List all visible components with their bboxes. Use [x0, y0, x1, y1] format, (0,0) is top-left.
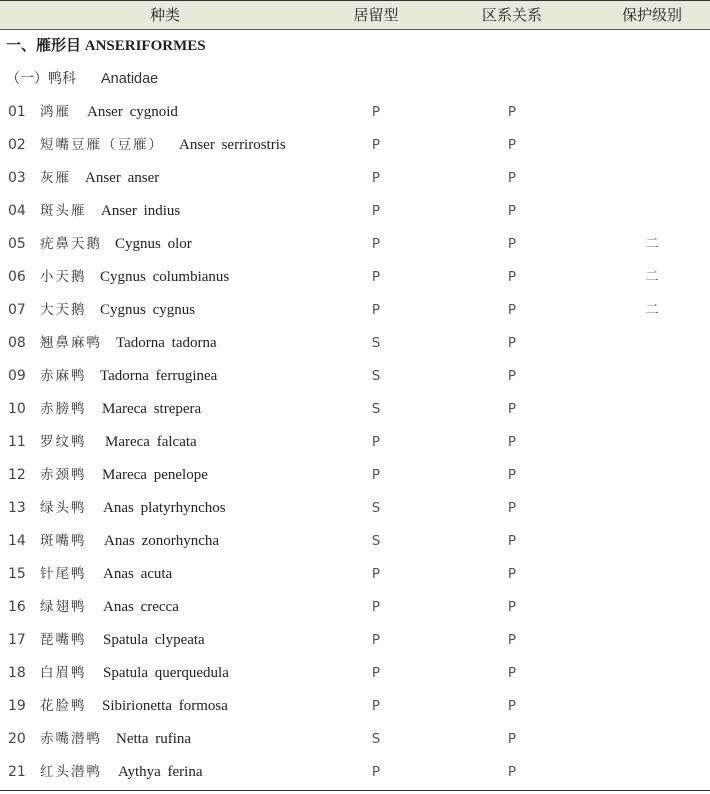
zoogeography-code: P — [507, 764, 517, 780]
table-row — [0, 162, 710, 195]
table-row — [0, 690, 710, 723]
protection-level: 二 — [645, 236, 659, 252]
zoogeography-code: P — [507, 533, 517, 549]
row-number: 01 — [8, 104, 26, 120]
protection-level — [642, 459, 662, 492]
table-row — [0, 624, 710, 657]
zoogeography-code: P — [507, 500, 517, 516]
residency-code: P — [371, 764, 381, 780]
species-chinese-name: 罗纹鸭 — [40, 434, 87, 450]
species-latin-name: Anas acuta — [103, 566, 173, 582]
row-number: 06 — [8, 269, 26, 285]
row-number: 21 — [8, 764, 26, 780]
row-number: 13 — [8, 500, 26, 516]
zoogeography-code: P — [507, 599, 517, 615]
protection-level — [642, 96, 662, 129]
species-chinese-name: 斑嘴鸭 — [40, 533, 87, 549]
species-latin-name: Netta rufina — [116, 731, 192, 747]
species-chinese-name: 白眉鸭 — [40, 665, 87, 681]
species-chinese-name: 翘鼻麻鸭 — [40, 335, 102, 351]
zoogeography-code: P — [507, 632, 517, 648]
species-chinese-name: 灰雁 — [40, 170, 71, 186]
residency-code: P — [371, 632, 381, 648]
species-latin-name: Anser serrirostris — [179, 137, 286, 153]
protection-level — [642, 657, 662, 690]
residency-code: S — [371, 368, 381, 384]
row-number: 10 — [8, 401, 26, 417]
species-latin-name: Cygnus columbianus — [100, 269, 230, 285]
species-chinese-name: 赤颈鸭 — [40, 467, 87, 483]
table-row — [0, 96, 710, 129]
row-number: 20 — [8, 731, 26, 747]
family-row — [0, 63, 710, 96]
species-chinese-name: 绿翅鸭 — [40, 599, 87, 615]
order-label: 一、雁形目 ANSERIFORMES — [6, 38, 206, 54]
table-row — [0, 723, 710, 756]
species-chinese-name: 花脸鸭 — [40, 698, 87, 714]
residency-code: P — [371, 599, 381, 615]
row-number: 03 — [8, 170, 26, 186]
species-chinese-name: 红头潜鸭 — [40, 764, 102, 780]
species-latin-name: Mareca falcata — [105, 434, 197, 450]
header-zoogeography: 区系关系 — [481, 6, 542, 24]
species-chinese-name: 鸿雁 — [40, 104, 71, 120]
species-chinese-name: 赤膀鸭 — [40, 401, 87, 417]
protection-level — [642, 129, 662, 162]
zoogeography-code: P — [507, 368, 517, 384]
residency-code: P — [371, 236, 381, 252]
row-number: 04 — [8, 203, 26, 219]
species-latin-name: Anas platyrhynchos — [103, 500, 226, 516]
residency-code: S — [371, 731, 381, 747]
species-latin-name: Cygnus cygnus — [100, 302, 196, 318]
row-number: 15 — [8, 566, 26, 582]
residency-code: P — [371, 203, 381, 219]
table-row — [0, 558, 710, 591]
species-latin-name: Spatula querquedula — [103, 665, 229, 681]
zoogeography-code: P — [507, 104, 517, 120]
zoogeography-code: P — [507, 467, 517, 483]
protection-level: 二 — [645, 269, 659, 285]
row-number: 16 — [8, 599, 26, 615]
species-chinese-name: 短嘴豆雁（豆雁） — [40, 137, 164, 153]
zoogeography-code: P — [507, 137, 517, 153]
residency-code: S — [371, 401, 381, 417]
table-row — [0, 492, 710, 525]
residency-code: P — [371, 170, 381, 186]
order-row — [0, 30, 710, 63]
residency-code: P — [371, 698, 381, 714]
species-chinese-name: 赤嘴潜鸭 — [40, 731, 102, 747]
row-number: 18 — [8, 665, 26, 681]
species-latin-name: Cygnus olor — [115, 236, 192, 252]
row-number: 05 — [8, 236, 26, 252]
species-chinese-name: 斑头雁 — [40, 203, 87, 219]
species-latin-name: Spatula clypeata — [103, 632, 205, 648]
protection-level — [642, 162, 662, 195]
table-row — [0, 426, 710, 459]
row-number: 07 — [8, 302, 26, 318]
table-row — [0, 525, 710, 558]
protection-level — [642, 195, 662, 228]
species-latin-name: Anas crecca — [103, 599, 179, 615]
species-chinese-name: 大天鹅 — [40, 302, 87, 318]
row-number: 12 — [8, 467, 26, 483]
row-number: 09 — [8, 368, 26, 384]
table-row — [0, 129, 710, 162]
zoogeography-code: P — [507, 269, 517, 285]
residency-code: P — [371, 434, 381, 450]
zoogeography-code: P — [507, 302, 517, 318]
row-number: 17 — [8, 632, 26, 648]
family-latin: Anatidae — [101, 71, 159, 87]
zoogeography-code: P — [507, 698, 517, 714]
protection-level — [642, 426, 662, 459]
protection-level — [642, 756, 662, 789]
zoogeography-code: P — [507, 566, 517, 582]
protection-level — [642, 558, 662, 591]
protection-level — [642, 723, 662, 756]
zoogeography-code: P — [507, 401, 517, 417]
table-row — [0, 756, 710, 789]
protection-level: 二 — [645, 302, 659, 318]
table-row — [0, 294, 710, 327]
residency-code: P — [371, 137, 381, 153]
header-protection: 保护级别 — [621, 6, 682, 24]
species-latin-name: Tadorna tadorna — [116, 335, 217, 351]
zoogeography-code: P — [507, 236, 517, 252]
residency-code: P — [371, 566, 381, 582]
protection-level — [642, 591, 662, 624]
table-row — [0, 195, 710, 228]
residency-code: S — [371, 533, 381, 549]
species-chinese-name: 赤麻鸭 — [40, 368, 87, 384]
species-latin-name: Sibirionetta formosa — [102, 698, 228, 714]
species-latin-name: Aythya ferina — [118, 764, 203, 780]
table-row — [0, 591, 710, 624]
species-latin-name: Mareca strepera — [102, 401, 202, 417]
header-species: 种类 — [149, 6, 180, 24]
zoogeography-code: P — [507, 335, 517, 351]
protection-level — [642, 492, 662, 525]
residency-code: P — [371, 467, 381, 483]
row-number: 19 — [8, 698, 26, 714]
residency-code: P — [371, 665, 381, 681]
table-row — [0, 327, 710, 360]
species-latin-name: Anser anser — [85, 170, 160, 186]
residency-code: P — [371, 269, 381, 285]
species-latin-name: Anas zonorhyncha — [104, 533, 220, 549]
row-number: 02 — [8, 137, 26, 153]
species-chinese-name: 疣鼻天鹅 — [40, 236, 102, 252]
table-row — [0, 393, 710, 426]
species-latin-name: Mareca penelope — [102, 467, 208, 483]
table-row — [0, 459, 710, 492]
row-number: 14 — [8, 533, 26, 549]
zoogeography-code: P — [507, 665, 517, 681]
family-cn: （一）鸭科 — [6, 71, 76, 87]
species-latin-name: Anser indius — [101, 203, 181, 219]
table-row — [0, 228, 710, 261]
row-number: 08 — [8, 335, 26, 351]
table-row — [0, 657, 710, 690]
residency-code: P — [371, 104, 381, 120]
residency-code: P — [371, 302, 381, 318]
protection-level — [642, 327, 662, 360]
residency-code: S — [371, 335, 381, 351]
header-residency: 居留型 — [353, 6, 399, 24]
species-latin-name: Tadorna ferruginea — [100, 368, 218, 384]
species-chinese-name: 绿头鸭 — [40, 500, 87, 516]
species-latin-name: Anser cygnoid — [87, 104, 178, 120]
zoogeography-code: P — [507, 170, 517, 186]
species-chinese-name: 琵嘴鸭 — [40, 632, 87, 648]
zoogeography-code: P — [507, 203, 517, 219]
zoogeography-code: P — [507, 731, 517, 747]
species-chinese-name: 针尾鸭 — [40, 566, 87, 582]
protection-level — [642, 393, 662, 426]
protection-level — [642, 624, 662, 657]
residency-code: S — [371, 500, 381, 516]
protection-level — [642, 360, 662, 393]
protection-level — [642, 525, 662, 558]
species-chinese-name: 小天鹅 — [40, 269, 87, 285]
zoogeography-code: P — [507, 434, 517, 450]
table-row — [0, 360, 710, 393]
protection-level — [642, 690, 662, 723]
table-row — [0, 261, 710, 294]
table-bottom-rule — [0, 790, 710, 791]
row-number: 11 — [8, 434, 26, 450]
table-header — [0, 0, 710, 30]
